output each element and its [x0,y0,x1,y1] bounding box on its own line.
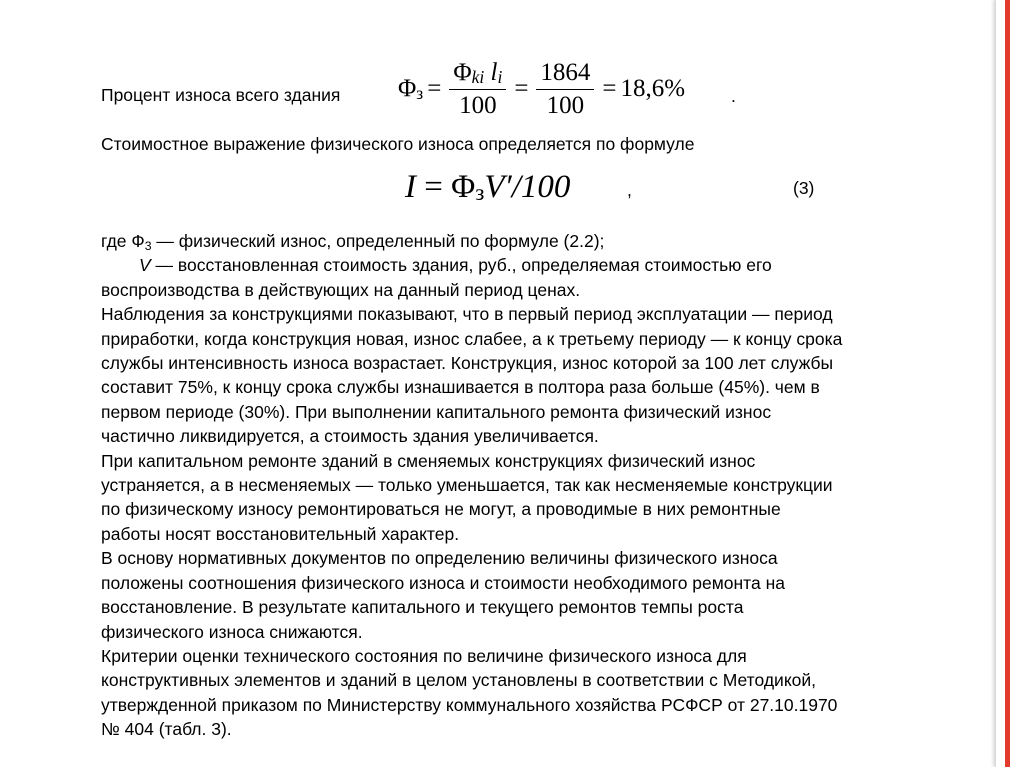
body-text [101,229,961,742]
formula1-fraction1 [451,59,504,120]
body-line: № 404 (табл. 3). [101,719,232,740]
body-line: физического износа снижаются. [101,621,363,642]
formula1-eq3: = [602,75,617,102]
percent-label: Процент износа всего здания [101,85,341,105]
formula-percent [398,54,685,124]
where-line: где $Ф_3$ — физический износ, определенный по формуле (2.2); [101,231,605,253]
formula1-result: 18,6% [620,75,686,102]
formula2-comma: , [627,180,632,200]
formula1-lhs: $\Phi_з$ [398,75,424,103]
body-line: частично ликвидируется, а стоимость здания увеличивается. [101,426,599,447]
formula2-lhs: I [405,169,416,205]
formula2-phi: $\Phi_з$ [451,169,485,205]
body-line: работы носят восстановительный характер. [101,523,460,544]
body-line: по физическому износу ремонтироваться не могут, а проводимые в них ремонтные [101,499,781,520]
body-line: службы интенсивность износа возрастает. Конструкция, износ которой за 100 лет службы [101,353,834,374]
formula1-numerator1: $\Phi_{ki}$ $l_i$ [453,58,503,87]
formula-cost [405,165,570,209]
body-line: Наблюдения за конструкциями показывают, что в первый период эксплуатации — период [101,304,833,325]
body-line: восстановление. В результате капитального и текущего ремонтов темпы роста [101,597,744,618]
body-line: воспроизводства в действующих на данный период ценах. [101,279,581,300]
body-line: приработки, когда конструкция новая, износ слабее, а к третьему периоду — к концу срока [101,328,843,349]
formula1-numerator2: 1864 [540,58,591,86]
formula1-period: . [731,86,736,106]
formula1-fraction2 [538,59,592,120]
body-line: положены соотношения физического износа и стоимости необходимого ремонта на [101,572,785,593]
body-line: При капитальном ремонте зданий в сменяемых конструкциях физический износ [101,450,756,471]
formula1-denominator1: 100 [449,89,506,120]
body-line: первом периоде (30%). При выполнении капитального ремонта физический износ [101,401,772,422]
body-line: конструктивных элементов и зданий в целом установлены в соответствии с Методикой, [101,670,817,691]
v-line: V — восстановленная стоимость здания, руб., определяемая стоимостью его [139,255,772,276]
body-line: утвержденной приказом по Министерству коммунального хозяйства РСФСР от 27.10.1970 [101,694,838,715]
body-line: составит 75%, к концу срока службы изнашивается в полтора раза больше (45%). чем в [101,377,820,398]
body-line: устраняется, а в несменяемых — только уменьшается, так как несменяемые конструкции [101,475,833,496]
formula1-eq1: = [427,75,442,102]
formula2-eq: = [424,169,443,205]
formula1-eq2: = [514,75,529,102]
right-edge-red-line [1005,0,1010,767]
cost-label: Стоимостное выражение физического износа определяется по формуле [101,134,695,154]
body-line: В основу нормативных документов по определению величины физического износа [101,548,778,569]
formula2-rest: V′/100 [484,169,571,205]
equation-number: (3) [793,178,815,198]
body-line: Критерии оценки технического состояния по величине физического износа для [101,645,747,666]
formula1-denominator2: 100 [536,89,594,120]
